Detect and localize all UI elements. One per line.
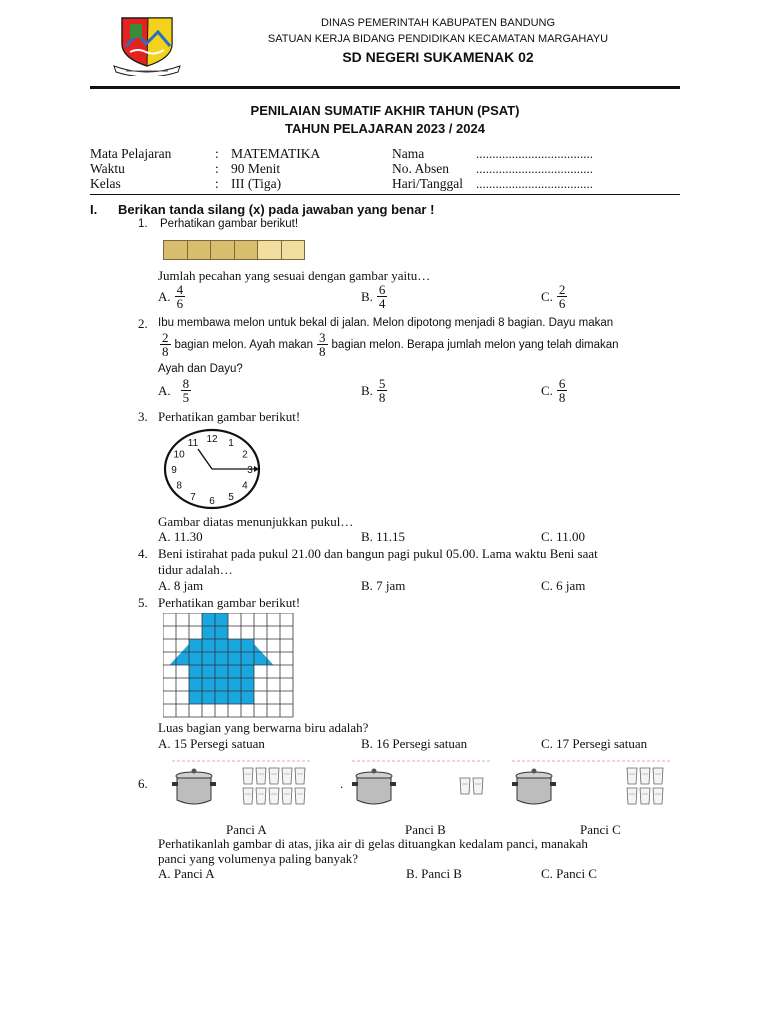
q6-separator-dot: . (340, 776, 344, 791)
glass-icon (243, 768, 253, 784)
blue-cell (215, 626, 228, 639)
q3-question: Gambar diatas menunjukkan pukul… (158, 514, 354, 529)
q6-line-1: Perhatikanlah gambar di atas, jika air di gelas dituangkan kedalam panci, manakah (158, 836, 588, 851)
q2-option-b[interactable] (361, 377, 391, 404)
glass-icon (282, 768, 292, 784)
date-field[interactable]: .................................... (476, 176, 593, 191)
bar-part (164, 241, 188, 259)
denominator: 8 (558, 390, 566, 405)
blue-cell (215, 652, 228, 665)
clock-number: 6 (209, 496, 215, 507)
q2-option-a[interactable] (158, 377, 195, 404)
clock-number: 7 (190, 491, 196, 503)
q2-line-2 (156, 331, 680, 358)
denominator: 8 (378, 390, 386, 405)
clock-number: 11 (187, 438, 199, 450)
q2-text: bagian melon. Ayah makan (174, 338, 314, 351)
option-label: A. (158, 288, 171, 304)
q1-option-c[interactable] (541, 283, 571, 310)
fraction (181, 377, 192, 404)
q1-question: Jumlah pecahan yang sesuai dengan gambar yaitu… (158, 268, 431, 283)
header-divider (90, 86, 680, 89)
q4-option-a[interactable]: A. 8 jam (158, 578, 204, 593)
time-label: Waktu (90, 161, 125, 176)
header-line-1: DINAS PEMERINTAH KABUPATEN BANDUNG (320, 17, 556, 29)
glass-icon (653, 788, 663, 804)
time-colon: : (215, 161, 219, 176)
exam-title: PENILAIAN SUMATIF AKHIR TAHUN (PSAT) (250, 103, 520, 118)
header-line-2: SATUAN KERJA BIDANG PENDIDIKAN KECAMATAN MARGAHAYU (267, 33, 609, 45)
clock-number: 1 (228, 438, 234, 450)
bar-part (211, 241, 235, 259)
q5-number: 5. (138, 595, 148, 610)
glass-icon (627, 768, 637, 784)
blue-cell (215, 665, 228, 678)
blue-cell (228, 678, 241, 691)
blue-triangle-left (170, 644, 190, 665)
q4-line-1: Beni istirahat pada pukul 21.00 dan bangun pagi pukul 05.00. Lama waktu Beni saat (158, 546, 598, 561)
absen-label: No. Absen (392, 161, 449, 176)
pot-b-label: Panci B (405, 822, 446, 837)
fraction (377, 377, 388, 404)
blue-cell (228, 652, 241, 665)
q3-option-b[interactable]: B. 11.15 (361, 529, 405, 544)
q1-fraction-bar (163, 240, 305, 260)
q4-number: 4. (138, 546, 148, 561)
numerator: 5 (378, 376, 386, 391)
blue-cell (241, 665, 254, 678)
pot-b-group (352, 760, 490, 812)
class-label: Kelas (90, 176, 121, 191)
blue-cell (189, 652, 202, 665)
numerator: 4 (176, 282, 184, 297)
numerator: 3 (319, 330, 326, 345)
subject-colon: : (215, 146, 219, 161)
clock-number: 4 (242, 480, 248, 492)
name-label: Nama (392, 146, 425, 161)
info-divider (90, 194, 680, 195)
q2-number: 2. (138, 316, 148, 331)
q1-number: 1. (138, 218, 148, 230)
q1-option-b[interactable] (361, 283, 391, 310)
blue-cell (202, 626, 215, 639)
fraction (160, 331, 171, 358)
blue-cell (241, 678, 254, 691)
bar-part (188, 241, 212, 259)
time-value: 90 Menit (231, 161, 281, 176)
class-colon: : (215, 176, 219, 191)
name-field[interactable]: .................................... (476, 146, 593, 161)
option-label: C. (541, 288, 553, 304)
clock-number: 3 (247, 465, 253, 476)
clock-number: 2 (242, 449, 248, 461)
subject-label: Mata Pelajaran (90, 146, 172, 161)
clock-image (162, 427, 264, 511)
pot-c-group (512, 760, 670, 812)
fraction (317, 331, 328, 358)
numerator: 8 (182, 376, 190, 391)
numerator: 6 (558, 376, 566, 391)
blue-cell (202, 678, 215, 691)
section-instruction: Berikan tanda silang (x) pada jawaban yang benar ! (118, 202, 435, 217)
q5-grid-image (163, 613, 294, 718)
q5-option-c[interactable]: C. 17 Persegi satuan (541, 736, 648, 751)
q2-option-c[interactable] (541, 377, 571, 404)
fraction (557, 377, 568, 404)
clock-number: 10 (173, 449, 185, 461)
pot-icon (172, 769, 216, 805)
denominator: 4 (378, 296, 386, 311)
clock-number: 9 (171, 465, 177, 476)
glass-icon (473, 778, 483, 794)
fraction (557, 283, 568, 310)
blue-cell (202, 691, 215, 704)
q3-option-a[interactable]: A. 11.30 (158, 529, 203, 544)
glass-icon (460, 778, 470, 794)
q6-option-c[interactable]: C. Panci C (541, 866, 597, 881)
blue-cell (189, 639, 202, 652)
section-number: I. (90, 202, 98, 217)
clock-number: 12 (206, 434, 218, 445)
blue-triangle-right (254, 644, 274, 665)
exam-year: TAHUN PELAJARAN 2023 / 2024 (285, 121, 485, 136)
q4-option-c[interactable]: C. 6 jam (541, 578, 586, 593)
glass-icon (269, 768, 279, 784)
q5-prompt: Perhatikan gambar berikut! (158, 595, 301, 610)
blue-cell (202, 613, 215, 626)
blue-cell (241, 639, 254, 652)
glass-icon (269, 788, 279, 804)
q1-prompt: Perhatikan gambar berikut! (160, 218, 299, 230)
numerator: 2 (558, 282, 566, 297)
blue-cell (202, 652, 215, 665)
glass-icon (653, 768, 663, 784)
glass-icon (282, 788, 292, 804)
q6-option-a[interactable]: A. Panci A (158, 866, 215, 881)
pot-icon (352, 769, 396, 805)
absen-field[interactable]: .................................... (476, 161, 593, 176)
pot-a-label: Panci A (226, 822, 267, 837)
numerator: 6 (378, 282, 386, 297)
blue-cell (241, 652, 254, 665)
blue-cell (189, 678, 202, 691)
q6-option-b[interactable]: B. Panci B (406, 866, 462, 881)
pot-c-label: Panci C (580, 822, 621, 837)
glass-icon (627, 788, 637, 804)
fraction (377, 283, 388, 310)
blue-cell (241, 691, 254, 704)
numerator: 2 (162, 330, 169, 345)
glass-icon (640, 788, 650, 804)
blue-cell (189, 691, 202, 704)
blue-cell (228, 665, 241, 678)
q4-option-b[interactable]: B. 7 jam (361, 578, 406, 593)
glass-icon (256, 788, 266, 804)
glass-icon (243, 788, 253, 804)
blue-cell (215, 691, 228, 704)
blue-cell (202, 665, 215, 678)
q2-line-1: Ibu membawa melon untuk bekal di jalan. Melon dipotong menjadi 8 bagian. Dayu makan (158, 317, 614, 329)
blue-cell (228, 691, 241, 704)
date-label: Hari/Tanggal (392, 176, 464, 191)
denominator: 6 (176, 296, 184, 311)
blue-cell (215, 639, 228, 652)
pot-a-group (172, 760, 312, 812)
option-label: C. (541, 382, 553, 398)
denominator: 6 (558, 296, 566, 311)
bar-part (282, 241, 305, 259)
q5-option-a[interactable]: A. 15 Persegi satuan (158, 736, 265, 751)
glass-icon (640, 768, 650, 784)
blue-cell (228, 639, 241, 652)
fraction (175, 283, 186, 310)
glass-icon (295, 768, 305, 784)
school-logo (112, 14, 182, 76)
q5-question: Luas bagian yang berwarna biru adalah? (158, 720, 369, 735)
class-value: III (Tiga) (231, 176, 282, 191)
clock-number: 8 (176, 480, 182, 492)
blue-cell (215, 678, 228, 691)
pot-icon (512, 769, 556, 805)
blue-cell (189, 665, 202, 678)
option-label: A. (158, 382, 171, 398)
denominator: 8 (162, 344, 169, 359)
glass-icon (256, 768, 266, 784)
glass-icon (295, 788, 305, 804)
q6-number: 6. (138, 776, 148, 791)
blue-cell (202, 639, 215, 652)
option-label: B. (361, 382, 373, 398)
clock-number: 5 (228, 491, 234, 503)
q4-line-2: tidur adalah… (158, 562, 233, 577)
q2-line-3: Ayah dan Dayu? (158, 363, 243, 375)
bar-part (235, 241, 259, 259)
q3-prompt: Perhatikan gambar berikut! (158, 409, 301, 424)
q3-option-c[interactable]: C. 11.00 (541, 529, 585, 544)
bar-part (258, 241, 282, 259)
school-name: SD NEGERI SUKAMENAK 02 (342, 49, 534, 65)
q1-option-a[interactable] (158, 283, 189, 310)
q6-line-2: panci yang volumenya paling banyak? (158, 851, 358, 866)
option-label: B. (361, 288, 373, 304)
q5-option-b[interactable]: B. 16 Persegi satuan (361, 736, 468, 751)
subject-value: MATEMATIKA (231, 146, 321, 161)
q3-number: 3. (138, 409, 148, 424)
blue-cell (215, 613, 228, 626)
denominator: 5 (182, 390, 190, 405)
q2-text: bagian melon. Berapa jumlah melon yang telah dimakan (331, 338, 619, 351)
denominator: 8 (319, 344, 326, 359)
